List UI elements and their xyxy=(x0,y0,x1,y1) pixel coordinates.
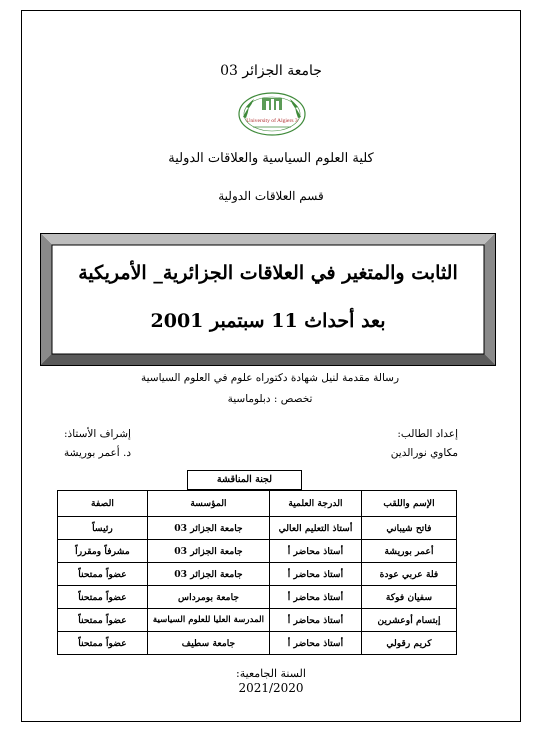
member-name: أعمر بوريشة xyxy=(362,540,457,563)
member-rank: أستاذ محاضر أ xyxy=(270,632,362,655)
university-logo xyxy=(237,87,307,137)
logo-caption: University of Algiers 3 xyxy=(246,118,298,124)
header-rank: الدرجة العلمية xyxy=(270,491,362,517)
table-row xyxy=(58,540,457,563)
thesis-title-line-1: الثابت والمتغير في العلاقات الجزائرية_ الأمريكية xyxy=(78,262,458,284)
committee-title: لجنة المناقشة xyxy=(187,470,302,490)
committee-header-row xyxy=(58,491,457,517)
header-institution: المؤسسة xyxy=(148,491,270,517)
thesis-specialty: تخصص : دبلوماسية xyxy=(227,393,313,405)
member-rank: أستاذ محاضر أ xyxy=(270,586,362,609)
member-name: كريم رقولي xyxy=(362,632,457,655)
table-row xyxy=(58,632,457,655)
member-rank: أستاذ محاضر أ xyxy=(270,563,362,586)
title-frame xyxy=(40,233,496,366)
member-name: إبتسام أوعشرين xyxy=(362,609,457,632)
member-name: فاتح شيباني xyxy=(362,517,457,540)
academic-year xyxy=(21,667,521,695)
member-institution: جامعة سطيف xyxy=(148,632,270,655)
thesis-title-line-2: بعد أحداث 11 سبتمبر 2001 xyxy=(150,310,386,332)
department-name: قسم العلاقات الدولية xyxy=(218,189,324,203)
academic-year-label: السنة الجامعية: xyxy=(236,667,306,680)
member-institution: جامعة بومرداس xyxy=(148,586,270,609)
member-institution: جامعة الجزائر 03 xyxy=(148,540,270,563)
header-name: الإسم واللقب xyxy=(362,491,457,517)
member-institution: المدرسة العليا للعلوم السياسية xyxy=(148,609,270,632)
supervisor-name: د. أعمر بوريشة xyxy=(64,447,132,459)
faculty-name: كلية العلوم السياسية والعلاقات الدولية xyxy=(168,151,374,166)
university-name: جامعة الجزائر 03 xyxy=(220,63,322,79)
member-role: رئيساً xyxy=(58,517,148,540)
thesis-degree-note: رسالة مقدمة لنيل شهادة دكتوراه علوم في العلوم السياسية xyxy=(140,372,400,384)
member-role: عضواً ممتحناً xyxy=(58,586,148,609)
committee-table xyxy=(57,490,457,655)
table-row xyxy=(58,517,457,540)
member-role: مشرفاً ومقرراً xyxy=(58,540,148,563)
member-rank: أستاذ محاضر أ xyxy=(270,609,362,632)
member-role: عضواً ممتحناً xyxy=(58,609,148,632)
student-name: مكاوي نورالدين xyxy=(390,447,458,459)
table-row xyxy=(58,586,457,609)
table-row xyxy=(58,563,457,586)
supervisor-label: إشراف الأستاذ: xyxy=(64,428,131,440)
header-role: الصفة xyxy=(58,491,148,517)
table-row xyxy=(58,609,457,632)
member-institution: جامعة الجزائر 03 xyxy=(148,563,270,586)
member-name: سفيان فوكة xyxy=(362,586,457,609)
member-role: عضواً ممتحناً xyxy=(58,632,148,655)
member-institution: جامعة الجزائر 03 xyxy=(148,517,270,540)
member-role: عضواً ممتحناً xyxy=(58,563,148,586)
member-name: فلة عربي عودة xyxy=(362,563,457,586)
academic-year-value: 2021/2020 xyxy=(238,681,304,695)
member-rank: أستاذ التعليم العالي xyxy=(270,517,362,540)
member-rank: أستاذ محاضر أ xyxy=(270,540,362,563)
student-label: إعداد الطالب: xyxy=(397,428,458,440)
